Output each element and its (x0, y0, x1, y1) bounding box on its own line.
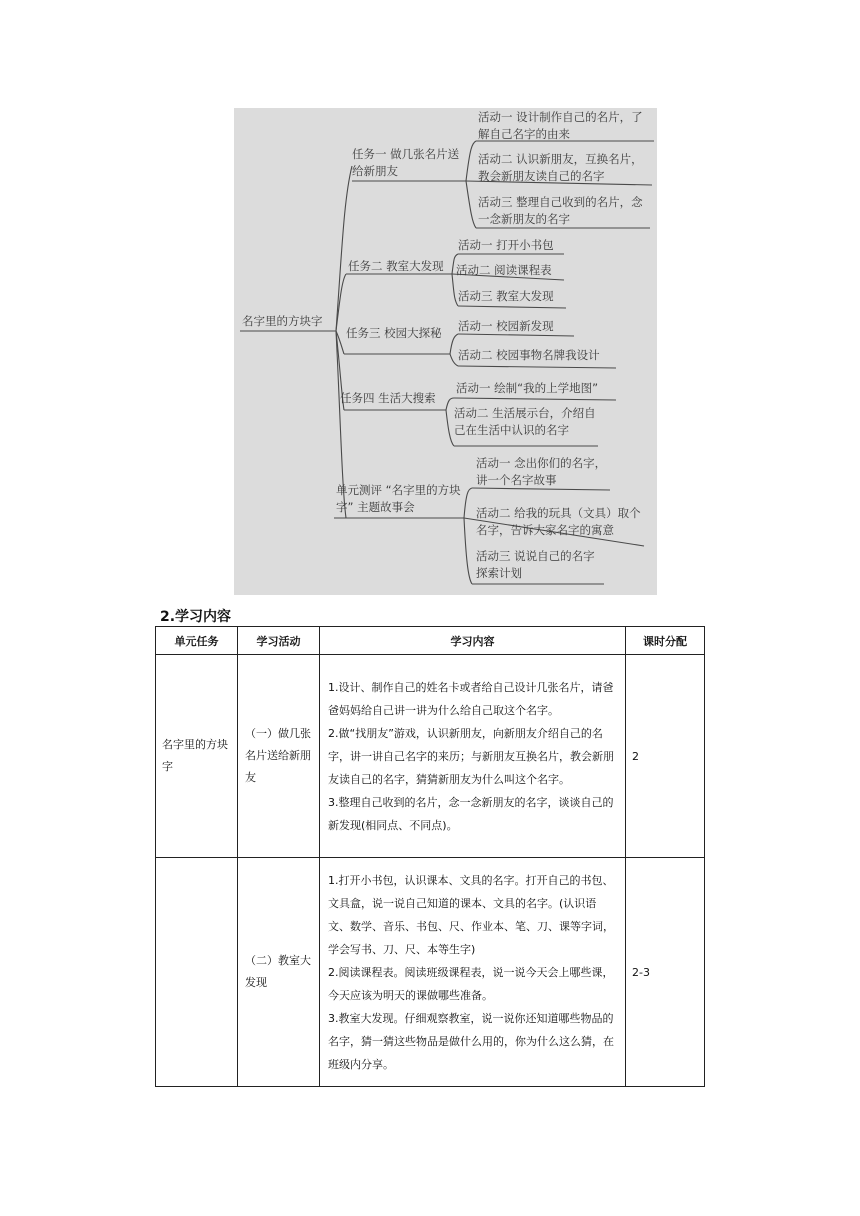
mindmap-root: 名字里的方块字 (242, 314, 323, 328)
mindmap-activity: 活动三 说说自己的名字探索计划 (476, 549, 595, 580)
header-learning-activity: 学习活动 (238, 627, 320, 655)
mindmap-activity: 活动一 校园新发现 (458, 319, 554, 333)
cell-learning-activity: （一）做几张名片送给新朋友 (238, 655, 320, 858)
mindmap-activity: 活动三 教室大发现 (458, 289, 554, 303)
mindmap-activity: 活动二 阅读课程表 (456, 263, 552, 277)
mindmap-task-1: 任务一 做几张名片送给新朋友 (352, 147, 460, 178)
content-item: 1.设计、制作自己的姓名卡或者给自己设计几张名片，请爸爸妈妈给自己讲一讲为什么给自己取这个名字。 (328, 680, 614, 717)
content-item: 3.教室大发现。仔细观察教室，说一说你还知道哪些物品的名字，猜一猜这些物品是做什么用的，你为什么这么猜，在班级内分享。 (328, 1011, 614, 1071)
mindmap-task-assessment: 单元测评 “名字里的方块字” 主题故事会 (336, 483, 461, 514)
cell-unit-task: 名字里的方块字 (156, 655, 238, 858)
cell-class-hours: 2 (626, 655, 705, 858)
content-item: 2.做“找朋友”游戏，认识新朋友，向新朋友介绍自己的名字，讲一讲自己名字的来历；与新朋友互换名片，教会新朋友读自己的名字，猜猜新朋友为什么叫这个名字。 (328, 726, 614, 786)
cell-class-hours: 2-3 (626, 858, 705, 1087)
table-row (156, 655, 705, 858)
mindmap-task-3: 任务三 校园大探秘 (346, 326, 442, 340)
mindmap-task-4: 任务四 生活大搜索 (340, 391, 436, 405)
mindmap-activity: 活动二 给我的玩具（文具）取个名字，告诉大家名字的寓意 (476, 506, 641, 537)
mindmap-activity: 活动二 认识新朋友，互换名片，教会新朋友读自己的名字 (478, 152, 643, 183)
content-item: 3.整理自己收到的名片，念一念新朋友的名字，谈谈自己的新发现(相同点、不同点)。 (328, 795, 614, 832)
mindmap-activity: 活动二 生活展示台，介绍自己在生活中认识的名字 (454, 406, 596, 437)
cell-learning-content (320, 655, 626, 858)
header-class-hours: 课时分配 (626, 627, 705, 655)
cell-learning-content (320, 858, 626, 1087)
mindmap-task-2: 任务二 教室大发现 (348, 259, 444, 273)
mindmap-activity: 活动一 设计制作自己的名片，了解自己名字的由来 (478, 110, 643, 141)
cell-unit-task (156, 858, 238, 1087)
section-title: 2.学习内容 (160, 609, 232, 625)
mindmap-activity: 活动一 打开小书包 (458, 238, 554, 252)
table-header-row (156, 627, 705, 655)
mindmap-photo (234, 108, 657, 595)
mindmap-activity: 活动一 绘制“我的上学地图” (456, 381, 599, 395)
learning-content-table (155, 626, 705, 1087)
content-item: 1.打开小书包，认识课本、文具的名字。打开自己的书包、文具盒，说一说自己知道的课本、文具的名字。(认识语文、数学、音乐、书包、尺、作业本、笔、刀、课等字词，学会写书、刀、尺、本等生字) (328, 873, 614, 956)
mindmap-activity: 活动三 整理自己收到的名片，念一念新朋友的名字 (478, 195, 643, 226)
content-item: 2.阅读课程表。阅读班级课程表，说一说今天会上哪些课，今天应该为明天的课做哪些准备。 (328, 965, 614, 1002)
table-row (156, 858, 705, 1087)
header-learning-content: 学习内容 (320, 627, 626, 655)
header-unit-task: 单元任务 (156, 627, 238, 655)
mindmap-activity: 活动一 念出你们的名字，讲一个名字故事 (476, 456, 607, 487)
mindmap-activity: 活动二 校园事物名牌我设计 (458, 348, 600, 362)
cell-learning-activity: （二）教室大发现 (238, 858, 320, 1087)
